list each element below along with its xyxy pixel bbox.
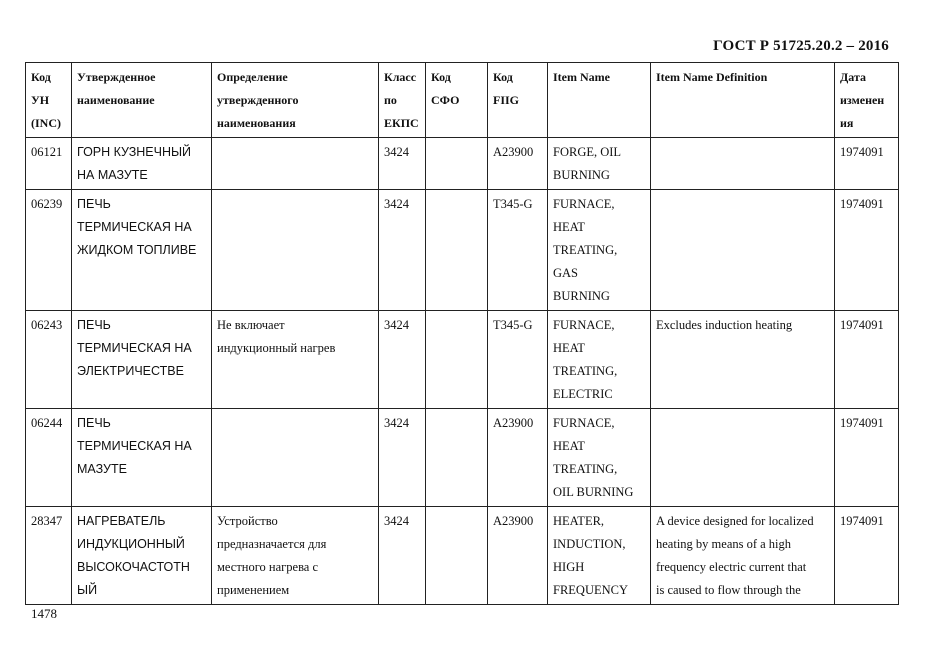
cell-line: Дата	[840, 70, 866, 84]
table-row	[26, 311, 899, 409]
cell-line: A device designed for localized	[656, 514, 814, 528]
item-name-cell	[548, 190, 651, 311]
cell-line: по	[384, 93, 397, 107]
cell-line: Не включает	[217, 318, 285, 332]
cell-line: ТЕРМИЧЕСКАЯ НА	[77, 341, 192, 355]
cell-line: изменен	[840, 93, 885, 107]
item-def-cell	[651, 190, 835, 311]
cell-line: TREATING,	[553, 243, 618, 257]
cell-line: ЭЛЕКТРИЧЕСТВЕ	[77, 364, 184, 378]
class-header	[379, 63, 426, 138]
cell-line: TREATING,	[553, 462, 618, 476]
name-ru-cell	[72, 507, 212, 605]
cell-line: ЖИДКОМ ТОПЛИВЕ	[77, 243, 197, 257]
cell-line: FORGE, OIL	[553, 145, 622, 159]
def-ru-header	[212, 63, 379, 138]
def-ru-cell	[212, 409, 379, 507]
cell-line: ВЫСОКОЧАСТОТН	[77, 560, 190, 574]
class-cell: 3424	[379, 507, 426, 605]
sfo-header	[426, 63, 488, 138]
table-row	[26, 507, 899, 605]
cell-line: ПЕЧЬ	[77, 197, 111, 211]
fiig-header	[488, 63, 548, 138]
item-name-cell	[548, 138, 651, 190]
def-ru-cell	[212, 507, 379, 605]
cell-line: Item Name Definition	[656, 70, 768, 84]
table-row	[26, 409, 899, 507]
cell-line: Код	[431, 70, 451, 84]
table-row	[26, 190, 899, 311]
cell-line: HEAT	[553, 220, 585, 234]
cell-line: BURNING	[553, 289, 610, 303]
cell-line: Определение	[217, 70, 288, 84]
table-header-row	[26, 63, 899, 138]
cell-line: ТЕРМИЧЕСКАЯ НА	[77, 439, 192, 453]
name-ru-cell	[72, 190, 212, 311]
page-number: 1478	[31, 606, 57, 621]
sfo-cell	[426, 190, 488, 311]
cell-line: индукционный нагрев	[217, 341, 336, 355]
inc-cell: 06243	[26, 311, 72, 409]
cell-line: НАГРЕВАТЕЛЬ	[77, 514, 166, 528]
sfo-cell	[426, 138, 488, 190]
cell-line: is caused to flow through the	[656, 583, 801, 597]
cell-line: HIGH	[553, 560, 585, 574]
cell-line: BURNING	[553, 168, 610, 182]
cell-line: TREATING,	[553, 364, 618, 378]
fiig-cell: T345-G	[488, 190, 548, 311]
item-name-cell	[548, 507, 651, 605]
item-def-cell	[651, 311, 835, 409]
cell-line: ИНДУКЦИОННЫЙ	[77, 537, 185, 551]
item-name-cell	[548, 409, 651, 507]
cell-line: Код	[31, 70, 51, 84]
cell-line: Item Name	[553, 70, 610, 84]
sfo-cell	[426, 311, 488, 409]
cell-line: наименования	[217, 116, 296, 130]
def-ru-cell	[212, 311, 379, 409]
cell-line: FIIG	[493, 93, 520, 107]
document-standard-header: ГОСТ Р 51725.20.2 – 2016	[713, 38, 889, 54]
cell-line: ия	[840, 116, 854, 130]
cell-line: Утвержденное	[77, 70, 156, 84]
class-cell: 3424	[379, 409, 426, 507]
name-ru-header	[72, 63, 212, 138]
cell-line: предназначается для	[217, 537, 327, 551]
date-cell: 1974091	[835, 311, 899, 409]
cell-line: ПЕЧЬ	[77, 416, 111, 430]
cell-line: НА МАЗУТЕ	[77, 168, 148, 182]
cell-line: heating by means of a high	[656, 537, 792, 551]
item-def-cell	[651, 507, 835, 605]
cell-line: ELECTRIC	[553, 387, 613, 401]
fiig-cell: A23900	[488, 507, 548, 605]
inc-cell: 06121	[26, 138, 72, 190]
cell-line: утвержденного	[217, 93, 299, 107]
item-def-cell	[651, 138, 835, 190]
cell-line: Класс	[384, 70, 417, 84]
date-cell: 1974091	[835, 507, 899, 605]
sfo-cell	[426, 507, 488, 605]
item-def-header	[651, 63, 835, 138]
name-ru-cell	[72, 409, 212, 507]
inc-cell: 06244	[26, 409, 72, 507]
date-cell: 1974091	[835, 190, 899, 311]
cell-line: (INC)	[31, 116, 61, 130]
item-name-header	[548, 63, 651, 138]
cell-line: FURNACE,	[553, 318, 615, 332]
cell-line: HEATER,	[553, 514, 605, 528]
inc-header	[26, 63, 72, 138]
date-cell: 1974091	[835, 409, 899, 507]
name-ru-cell	[72, 311, 212, 409]
cell-line: OIL BURNING	[553, 485, 634, 499]
cell-line: ГОРН КУЗНЕЧНЫЙ	[77, 145, 192, 159]
def-ru-cell	[212, 138, 379, 190]
item-name-cell	[548, 311, 651, 409]
cell-line: ЫЙ	[77, 583, 98, 597]
cell-line: Устройство	[217, 514, 278, 528]
cell-line: УН	[31, 93, 50, 107]
cell-line: FURNACE,	[553, 197, 615, 211]
fiig-cell: T345-G	[488, 311, 548, 409]
cell-line: HEAT	[553, 439, 585, 453]
cell-line: ПЕЧЬ	[77, 318, 111, 332]
fiig-cell: A23900	[488, 409, 548, 507]
cell-line: СФО	[431, 93, 460, 107]
cell-line: FREQUENCY	[553, 583, 629, 597]
table-row	[26, 138, 899, 190]
item-def-cell	[651, 409, 835, 507]
date-header	[835, 63, 899, 138]
sfo-cell	[426, 409, 488, 507]
cell-line: INDUCTION,	[553, 537, 626, 551]
cell-line: наименование	[77, 93, 155, 107]
class-cell: 3424	[379, 138, 426, 190]
def-ru-cell	[212, 190, 379, 311]
cell-line: ТЕРМИЧЕСКАЯ НА	[77, 220, 192, 234]
class-cell: 3424	[379, 311, 426, 409]
cell-line: FURNACE,	[553, 416, 615, 430]
inc-cell: 28347	[26, 507, 72, 605]
cell-line: HEAT	[553, 341, 585, 355]
class-cell: 3424	[379, 190, 426, 311]
name-ru-cell	[72, 138, 212, 190]
date-cell: 1974091	[835, 138, 899, 190]
cell-line: Excludes induction heating	[656, 318, 793, 332]
item-name-table	[25, 62, 899, 605]
cell-line: ЕКПС	[384, 116, 419, 130]
cell-line: местного нагрева с	[217, 560, 319, 574]
cell-line: GAS	[553, 266, 579, 280]
fiig-cell: A23900	[488, 138, 548, 190]
inc-cell: 06239	[26, 190, 72, 311]
cell-line: МАЗУТЕ	[77, 462, 127, 476]
cell-line: применением	[217, 583, 290, 597]
cell-line: Код	[493, 70, 513, 84]
cell-line: frequency electric current that	[656, 560, 807, 574]
